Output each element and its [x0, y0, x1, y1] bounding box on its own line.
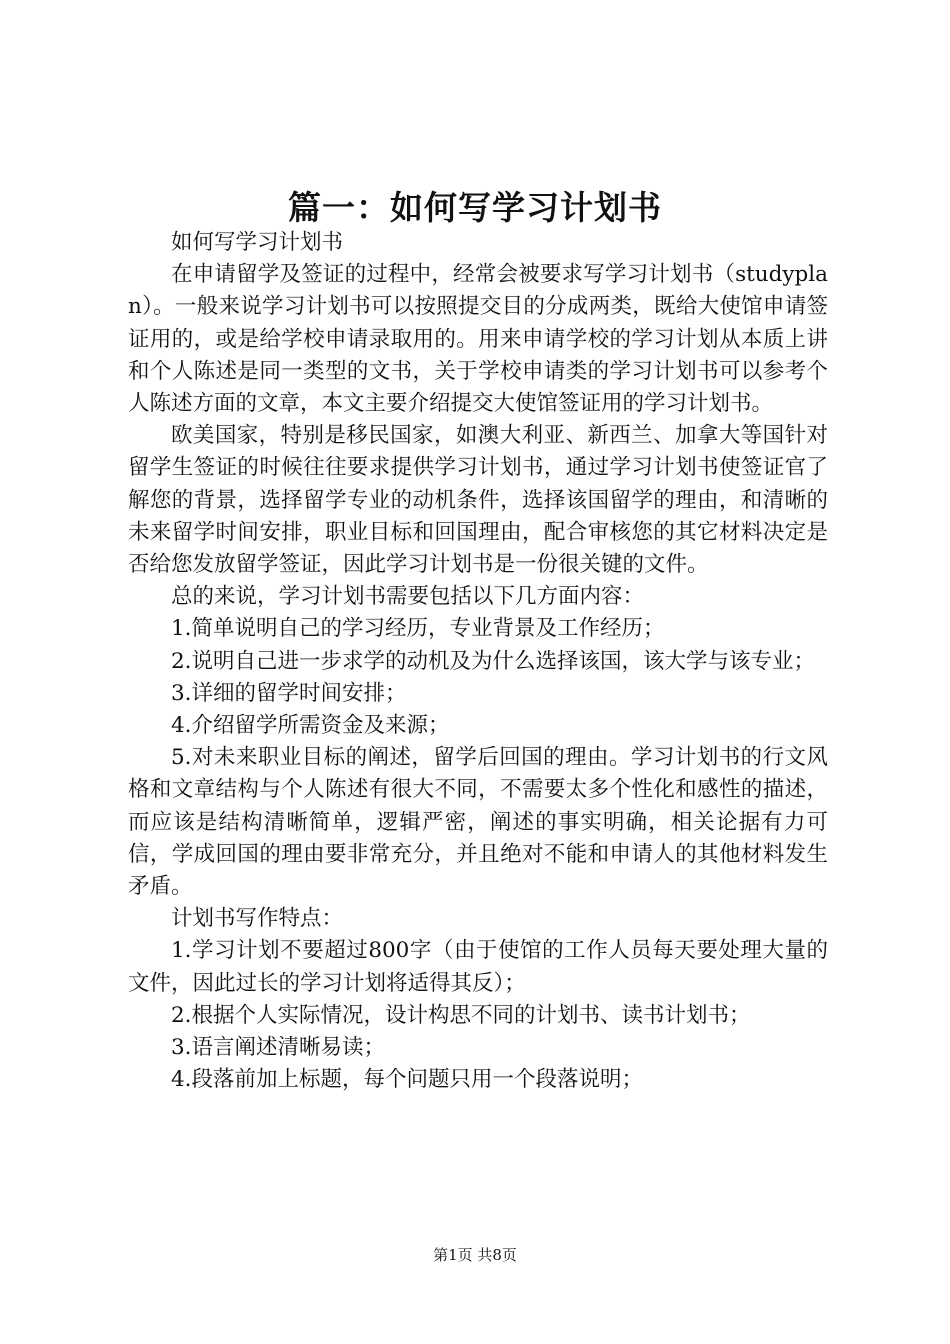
list-item: 2.说明自己进一步求学的动机及为什么选择该国，该大学与该专业；: [171, 648, 816, 674]
document-title: 篇一：如何写学习计划书: [288, 188, 662, 227]
list-item: 3.详细的留学时间安排；: [171, 680, 407, 706]
list-item: 5.对未来职业目标的阐述，留学后回国的理由。学习计划书的行文风格和文章结构与个人陈述有很大不同，不需要太多个性化和感性的描述，而应该是结构清晰简单，逻辑严密，阐述的事实明确，相关论据有力可信，学成回国的理由要非常充分，并且绝对不能和申请人的其他材料发生矛盾。: [128, 745, 828, 900]
paragraph-subtitle: 如何写学习计划书: [171, 230, 344, 255]
list-item: 4.段落前加上标题，每个问题只用一个段落说明；: [171, 1067, 644, 1093]
document-body: [128, 227, 828, 1096]
paragraph-features-heading: 计划书写作特点：: [171, 906, 344, 932]
paragraph-contents-heading: 总的来说，学习计划书需要包括以下几方面内容：: [171, 584, 645, 610]
page-number: 第1页 共8页: [433, 1246, 517, 1264]
list-item: 3.语言阐述清晰易读；: [171, 1035, 386, 1061]
list-item: 1.简单说明自己的学习经历，专业背景及工作经历；: [171, 616, 665, 642]
paragraph-intro: 在申请留学及签证的过程中，经常会被要求写学习计划书（studyplan）。一般来说学习计划书可以按照提交目的分成两类，既给大使馆申请签证用的，或是给学校申请录取用的。用来申请学校的学习计划从本质上讲和个人陈述是同一类型的文书，关于学校申请类的学习计划书可以参考个人陈述方面的文章，本文主要介绍提交大使馆签证用的学习计划书。: [128, 262, 828, 417]
list-item: 1.学习计划不要超过800字（由于使馆的工作人员每天要处理大量的文件，因此过长的学习计划将适得其反）；: [128, 938, 828, 996]
paragraph-countries: 欧美国家，特别是移民国家，如澳大利亚、新西兰、加拿大等国针对留学生签证的时候往往要求提供学习计划书，通过学习计划书使签证官了解您的背景，选择留学专业的动机条件，选择该国留学的理由，和清晰的未来留学时间安排，职业目标和回国理由，配合审核您的其它材料决定是否给您发放留学签证，因此学习计划书是一份很关键的文件。: [128, 423, 828, 578]
list-item: 4.介绍留学所需资金及来源；: [171, 713, 450, 739]
list-item: 2.根据个人实际情况，设计构思不同的计划书、读书计划书；: [171, 1002, 751, 1028]
